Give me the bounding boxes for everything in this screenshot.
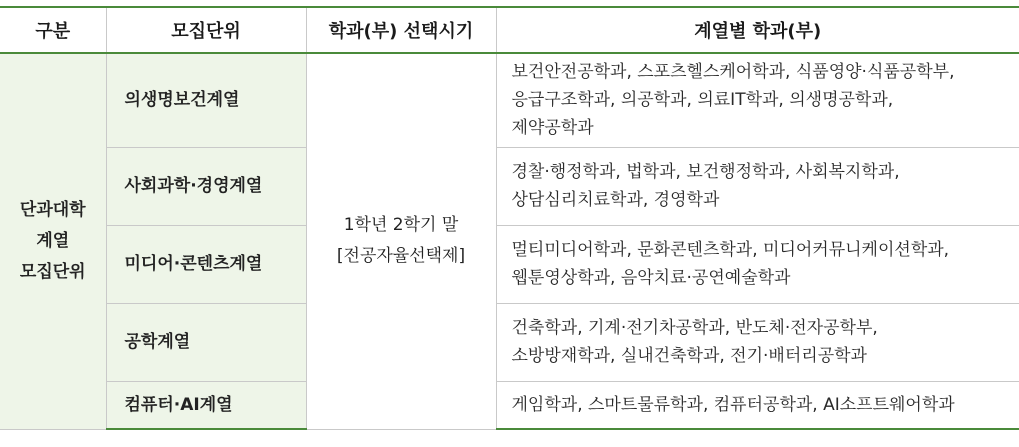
table-row [0,147,1019,225]
header-selection-period: 학과(부) 선택시기 [306,7,496,53]
table-row [0,225,1019,303]
header-recruit-unit: 모집단위 [106,7,306,53]
table-row [0,53,1019,147]
table-row [0,381,1019,429]
department-line: 제약공학과 [511,118,594,139]
departments-cell [496,225,1019,303]
recruit-unit-cell: 사회과학·경영계열 [106,147,306,225]
departments-cell [496,381,1019,429]
period-line: 1학년 2학기 말 [343,215,459,236]
departments-cell [496,303,1019,381]
department-line: 경찰·행정학과, 법학과, 보건행정학과, 사회복지학과, [511,162,900,182]
department-line: 건축학과, 기계·전기차공학과, 반도체·전자공학부, [511,318,878,338]
admissions-table [0,6,1019,430]
department-line: 상담심리치료학과, 경영학과 [511,190,720,210]
selection-period-cell [306,53,496,429]
department-line: 보건안전공학과, 스포츠헬스케어학과, 식품영양·식품공학부, [511,62,955,83]
department-line: 멀티미디어학과, 문화콘텐츠학과, 미디어커뮤니케이션학과, [511,240,950,260]
group-label-line: 모집단위 [19,261,86,282]
department-line: 소방방재학과, 실내건축학과, 전기·배터리공학과 [511,346,867,366]
departments-cell [496,147,1019,225]
recruit-unit-cell: 의생명보건계열 [106,53,306,147]
department-line: 응급구조학과, 의공학과, 의료IT학과, 의생명공학과, [511,90,894,111]
group-label-cell [0,53,106,429]
header-departments: 계열별 학과(부) [496,7,1019,53]
departments-cell [496,53,1019,147]
header-category: 구분 [0,7,106,53]
header-row [0,7,1019,53]
group-label-line: 계열 [36,230,70,251]
department-line: 웹툰영상학과, 음악치료·공연예술학과 [511,268,791,288]
recruit-unit-cell: 컴퓨터·AI계열 [106,381,306,429]
group-label-line: 단과대학 [19,199,86,220]
department-line: 게임학과, 스마트물류학과, 컴퓨터공학과, AI소프트웨어학과 [511,394,955,415]
recruit-unit-cell: 공학계열 [106,303,306,381]
recruit-unit-cell: 미디어·콘텐츠계열 [106,225,306,303]
table-row [0,303,1019,381]
period-line: [전공자율선택제] [336,246,466,267]
